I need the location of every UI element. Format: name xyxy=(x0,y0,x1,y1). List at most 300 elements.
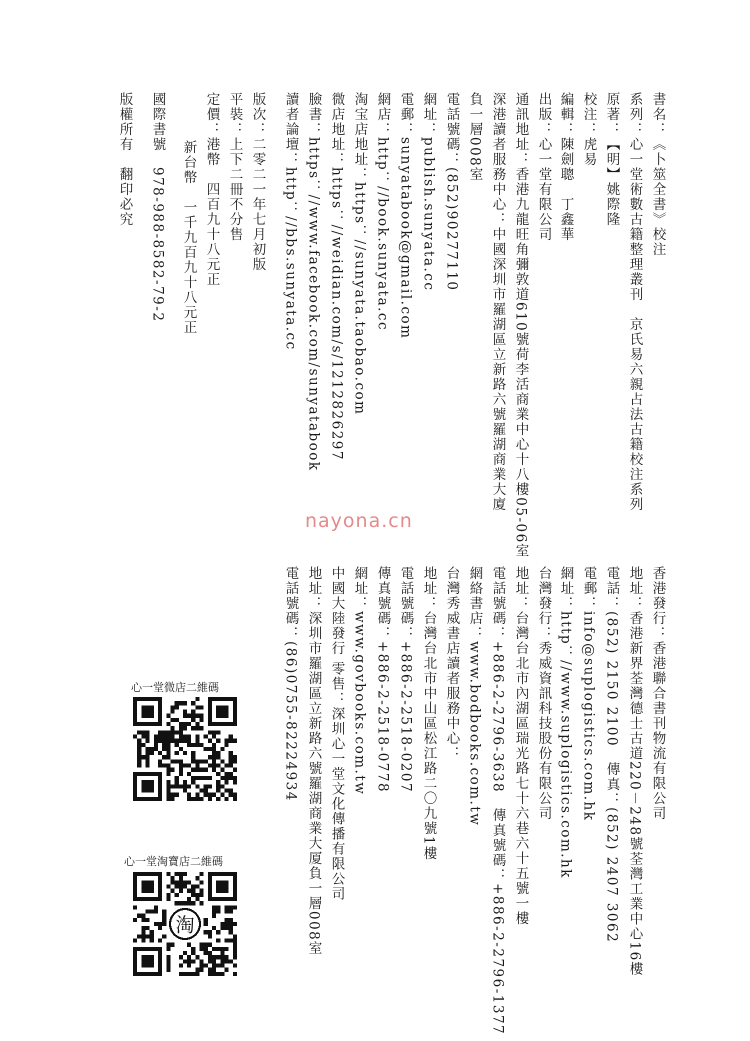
qr-module xyxy=(191,714,195,718)
qr-module xyxy=(183,709,187,713)
qr-module xyxy=(179,889,183,893)
qr-module xyxy=(179,734,183,738)
hk-phone: 電話：(852) 2150 2100 傳真：(852) 2407 3062 xyxy=(603,566,620,944)
qr-module xyxy=(195,759,199,763)
qr-module xyxy=(225,780,229,784)
qr-module xyxy=(229,734,233,738)
qr-module xyxy=(200,959,204,963)
qr-module xyxy=(212,768,216,772)
qr-module xyxy=(220,926,224,930)
qr-finder-pattern xyxy=(141,880,153,892)
qr-module xyxy=(233,905,237,909)
qr-module xyxy=(183,880,187,884)
qr-module xyxy=(175,880,179,884)
qr-module xyxy=(145,926,149,930)
qr-module xyxy=(208,784,212,788)
qr-module xyxy=(141,934,145,938)
qr-module xyxy=(233,955,237,959)
qr-module xyxy=(204,789,208,793)
qr-module xyxy=(170,705,174,709)
qr-module xyxy=(204,776,208,780)
facebook: 臉書：https：//www.facebook.com/sunyatabook xyxy=(305,92,322,472)
qr-module xyxy=(183,959,187,963)
qr-module xyxy=(183,784,187,788)
qr-finder-pattern xyxy=(216,880,228,892)
qr-module xyxy=(162,755,166,759)
qr-module xyxy=(216,780,220,784)
qr-module xyxy=(175,718,179,722)
qr-module xyxy=(158,730,162,734)
qr-module xyxy=(204,784,208,788)
qr-module xyxy=(187,793,191,797)
qr-module xyxy=(233,755,237,759)
qr-module xyxy=(229,776,233,780)
qr-module xyxy=(204,947,208,951)
qr-module xyxy=(158,922,162,926)
qr-module xyxy=(166,964,170,968)
qr-module xyxy=(229,789,233,793)
qr-module xyxy=(137,751,141,755)
hk-email: 電郵：info@suplogistics.com.hk xyxy=(580,566,597,822)
hk-website: 網址：http：//www.suplogistics.com.hk xyxy=(557,566,574,879)
qr-module xyxy=(166,764,170,768)
taobao-qr-code xyxy=(133,872,237,976)
tw-phone: 電話號碼：+886-2-2796-3638 傳真號碼：+886-2-2796-1377 xyxy=(489,566,506,1036)
qr-module xyxy=(212,764,216,768)
cn-phone: 電話號碼：(86)0755-82224934 xyxy=(282,566,299,802)
qr-module xyxy=(195,876,199,880)
watermark: nayona.cn xyxy=(305,510,413,532)
qr-module xyxy=(170,889,174,893)
qr-module xyxy=(216,739,220,743)
qr-module xyxy=(187,889,191,893)
qr-module xyxy=(175,793,179,797)
qr-module xyxy=(137,730,141,734)
qr-module xyxy=(141,939,145,943)
qr-module xyxy=(179,747,183,751)
qr-module xyxy=(162,764,166,768)
qr-module xyxy=(170,726,174,730)
qr-module xyxy=(233,739,237,743)
qr-module xyxy=(187,743,191,747)
editors: 編輯：陳劍聰 丁鑫華 xyxy=(557,92,574,242)
website: 網址：publish.sunyata.cc xyxy=(420,92,437,292)
qr-module xyxy=(225,922,229,926)
qr-module xyxy=(216,751,220,755)
qr-module xyxy=(191,901,195,905)
qr-module xyxy=(166,968,170,972)
qr-module xyxy=(183,780,187,784)
qr-module xyxy=(183,972,187,976)
qr-module xyxy=(187,739,191,743)
qr-module xyxy=(204,768,208,772)
qr-module xyxy=(158,926,162,930)
qr-module xyxy=(137,747,141,751)
qr-module xyxy=(225,764,229,768)
tw-address: 地址：台灣台北市內湖區瑞光路七十六巷六十五號一樓 xyxy=(512,566,529,926)
qr-module xyxy=(170,880,174,884)
qr-module xyxy=(216,939,220,943)
qr-module xyxy=(200,889,204,893)
qr-module xyxy=(191,951,195,955)
qr-module xyxy=(220,759,224,763)
tw-service-address: 地址：台灣台北市中山區松江路二〇九號1樓 xyxy=(420,566,437,862)
online-store: 網店：http：//book.sunyata.cc xyxy=(374,92,391,332)
qr-module xyxy=(225,926,229,930)
qr-module xyxy=(145,739,149,743)
qr-module xyxy=(216,772,220,776)
qr-module xyxy=(179,722,183,726)
qr-module xyxy=(187,959,191,963)
weidian-qr-caption: 心一堂微店二維碼 xyxy=(131,681,219,694)
qr-module xyxy=(200,726,204,730)
qr-module xyxy=(154,747,158,751)
qr-module xyxy=(200,968,204,972)
qr-module xyxy=(200,964,204,968)
qr-module xyxy=(195,797,199,801)
qr-module xyxy=(187,784,191,788)
qr-module xyxy=(195,722,199,726)
qr-module xyxy=(145,764,149,768)
qr-module xyxy=(212,793,216,797)
qr-module xyxy=(187,897,191,901)
qr-module xyxy=(179,872,183,876)
qr-module xyxy=(158,734,162,738)
qr-module xyxy=(158,751,162,755)
qr-module xyxy=(225,939,229,943)
qr-module xyxy=(225,739,229,743)
cn-distributor: 中國大陸發行 零售：深圳心一堂文化傳播有限公司 xyxy=(328,566,345,902)
qr-module xyxy=(233,934,237,938)
qr-module xyxy=(195,897,199,901)
qr-module xyxy=(179,901,183,905)
qr-module xyxy=(204,922,208,926)
qr-module xyxy=(183,789,187,793)
qr-module xyxy=(162,922,166,926)
qr-module xyxy=(233,922,237,926)
qr-module xyxy=(212,759,216,763)
qr-module xyxy=(170,730,174,734)
qr-module xyxy=(166,714,170,718)
qr-module xyxy=(154,739,158,743)
tw-service: 台灣秀威書店讀者服務中心： xyxy=(443,566,460,761)
qr-module xyxy=(183,739,187,743)
email: 電郵：sunyatabook@gmail.com xyxy=(397,92,414,340)
annotator: 校注：虎易 xyxy=(580,92,597,167)
qr-module xyxy=(179,884,183,888)
qr-module xyxy=(208,755,212,759)
qr-module xyxy=(233,951,237,955)
qr-module xyxy=(133,918,137,922)
qr-module xyxy=(145,909,149,913)
qr-module xyxy=(212,964,216,968)
qr-module xyxy=(216,797,220,801)
qr-module xyxy=(220,793,224,797)
qr-module xyxy=(191,893,195,897)
qr-module xyxy=(229,759,233,763)
qr-module xyxy=(162,914,166,918)
qr-module xyxy=(216,964,220,968)
qr-module xyxy=(220,964,224,968)
qr-module xyxy=(175,743,179,747)
qr-module xyxy=(187,714,191,718)
qr-module xyxy=(195,968,199,972)
publisher: 出版：心一堂有限公司 xyxy=(535,92,552,242)
qr-module xyxy=(179,772,183,776)
qr-module xyxy=(233,964,237,968)
qr-module xyxy=(154,905,158,909)
weidian-store: 微店地址：https：//weidian.com/s/1212826297 xyxy=(328,92,345,461)
qr-module xyxy=(166,959,170,963)
qr-module xyxy=(133,939,137,943)
qr-module xyxy=(200,943,204,947)
qr-module xyxy=(141,918,145,922)
qr-module xyxy=(183,722,187,726)
qr-module xyxy=(187,880,191,884)
qr-module xyxy=(137,759,141,763)
reader-forum: 讀者論壇：http：//bbs.sunyata.cc xyxy=(282,92,299,351)
qr-finder-pattern xyxy=(141,955,153,967)
qr-module xyxy=(204,759,208,763)
shenzhen-service: 深港讀者服務中心：中國深圳市羅湖區立新路六號羅湖商業大廈 xyxy=(489,92,506,512)
qr-module xyxy=(208,934,212,938)
qr-module xyxy=(216,764,220,768)
qr-module xyxy=(191,743,195,747)
qr-module xyxy=(170,876,174,880)
qr-module xyxy=(145,730,149,734)
qr-module xyxy=(225,955,229,959)
qr-module xyxy=(166,789,170,793)
qr-module xyxy=(183,764,187,768)
qr-module xyxy=(141,926,145,930)
qr-module xyxy=(191,701,195,705)
qr-module xyxy=(166,755,170,759)
qr-module xyxy=(200,901,204,905)
qr-module xyxy=(191,947,195,951)
qr-module xyxy=(195,739,199,743)
qr-module xyxy=(150,747,154,751)
qr-module xyxy=(200,714,204,718)
qr-module xyxy=(175,730,179,734)
qr-module xyxy=(170,709,174,713)
qr-module xyxy=(175,780,179,784)
qr-module xyxy=(179,730,183,734)
qr-module xyxy=(220,768,224,772)
qr-module xyxy=(158,939,162,943)
phone-number: 電話號碼：(852)90277110 xyxy=(443,92,460,292)
qr-module xyxy=(137,934,141,938)
qr-module xyxy=(166,739,170,743)
qr-module xyxy=(200,880,204,884)
qr-module xyxy=(137,743,141,747)
qr-module xyxy=(141,755,145,759)
qr-module xyxy=(166,734,170,738)
qr-module xyxy=(216,947,220,951)
qr-module xyxy=(150,751,154,755)
qr-module xyxy=(233,776,237,780)
qr-module xyxy=(179,880,183,884)
qr-module xyxy=(166,772,170,776)
qr-module xyxy=(233,947,237,951)
qr-module xyxy=(170,797,174,801)
qr-module xyxy=(229,926,233,930)
qr-module xyxy=(183,734,187,738)
qr-module xyxy=(154,922,158,926)
tw-service-fax: 傳真號碼：+886-2-2518-0778 xyxy=(374,566,391,794)
qr-module xyxy=(141,730,145,734)
qr-module xyxy=(204,930,208,934)
qr-module xyxy=(141,930,145,934)
qr-module xyxy=(191,776,195,780)
qr-module xyxy=(187,943,191,947)
qr-module xyxy=(166,884,170,888)
qr-module xyxy=(204,951,208,955)
weidian-qr-code xyxy=(133,697,237,801)
qr-module xyxy=(229,909,233,913)
qr-module xyxy=(191,797,195,801)
qr-module xyxy=(179,972,183,976)
qr-module xyxy=(216,730,220,734)
qr-module xyxy=(233,939,237,943)
qr-module xyxy=(200,776,204,780)
qr-module xyxy=(150,934,154,938)
qr-module xyxy=(204,964,208,968)
qr-module xyxy=(183,901,187,905)
qr-module xyxy=(212,755,216,759)
qr-module xyxy=(225,968,229,972)
qr-module xyxy=(187,764,191,768)
qr-module xyxy=(183,701,187,705)
qr-module xyxy=(166,722,170,726)
qr-module xyxy=(166,947,170,951)
qr-module xyxy=(225,918,229,922)
qr-module xyxy=(229,793,233,797)
qr-module xyxy=(133,734,137,738)
qr-module xyxy=(191,751,195,755)
qr-module xyxy=(175,884,179,888)
qr-module xyxy=(195,972,199,976)
qr-module xyxy=(179,739,183,743)
price-tw: 新台幣 一千九百九十八元正 xyxy=(180,140,197,335)
qr-module xyxy=(187,722,191,726)
qr-module xyxy=(179,764,183,768)
isbn: 國際書號 978-988-8582-79-2 xyxy=(149,92,166,323)
qr-module xyxy=(212,914,216,918)
qr-module xyxy=(154,734,158,738)
qr-module xyxy=(166,793,170,797)
qr-module xyxy=(141,743,145,747)
qr-module xyxy=(166,780,170,784)
qr-module xyxy=(162,934,166,938)
qr-module xyxy=(191,972,195,976)
qr-module xyxy=(220,776,224,780)
qr-module xyxy=(229,959,233,963)
qr-module xyxy=(133,905,137,909)
qr-module xyxy=(233,780,237,784)
qr-module xyxy=(166,730,170,734)
qr-module xyxy=(208,776,212,780)
mailing-address: 通訊地址：香港九龍旺角彌敦道610號荷李活商業中心十八樓05-06室 xyxy=(512,92,529,559)
qr-module xyxy=(233,768,237,772)
qr-module xyxy=(175,872,179,876)
qr-module xyxy=(212,743,216,747)
qr-module xyxy=(145,934,149,938)
qr-module xyxy=(162,918,166,922)
qr-module xyxy=(220,972,224,976)
qr-module xyxy=(179,726,183,730)
qr-module xyxy=(154,743,158,747)
qr-module xyxy=(220,747,224,751)
qr-module xyxy=(195,893,199,897)
cn-address: 地址：深圳市羅湖區立新路六號羅湖商業大厦負一層008室 xyxy=(305,566,322,957)
qr-module xyxy=(195,726,199,730)
qr-module xyxy=(216,972,220,976)
qr-module xyxy=(158,764,162,768)
qr-module xyxy=(216,909,220,913)
qr-module xyxy=(220,955,224,959)
qr-module xyxy=(166,797,170,801)
qr-module xyxy=(170,768,174,772)
qr-module xyxy=(208,764,212,768)
qr-module xyxy=(175,759,179,763)
qr-module xyxy=(212,926,216,930)
qr-module xyxy=(137,914,141,918)
qr-module xyxy=(208,972,212,976)
qr-module xyxy=(216,789,220,793)
qr-module xyxy=(229,751,233,755)
qr-module xyxy=(233,797,237,801)
qr-module xyxy=(162,909,166,913)
qr-module xyxy=(191,768,195,772)
qr-module xyxy=(225,959,229,963)
qr-module xyxy=(200,789,204,793)
qr-module xyxy=(191,759,195,763)
qr-module xyxy=(137,755,141,759)
original-author: 原著：【明】姚際隆 xyxy=(603,92,620,227)
qr-module xyxy=(175,901,179,905)
qr-module xyxy=(225,772,229,776)
qr-module xyxy=(225,905,229,909)
qr-module xyxy=(179,955,183,959)
qr-module xyxy=(225,776,229,780)
qr-module xyxy=(145,751,149,755)
qr-module xyxy=(162,739,166,743)
qr-module xyxy=(220,947,224,951)
qr-module xyxy=(233,972,237,976)
qr-module xyxy=(208,793,212,797)
qr-module xyxy=(229,772,233,776)
qr-module xyxy=(216,905,220,909)
qr-module xyxy=(191,726,195,730)
qr-module xyxy=(229,764,233,768)
price-hk: 定價：港幣 四百九十八元正 xyxy=(203,92,220,287)
qr-module xyxy=(158,739,162,743)
qr-module xyxy=(200,718,204,722)
qr-module xyxy=(200,768,204,772)
qr-module xyxy=(212,730,216,734)
qr-finder-pattern xyxy=(141,705,153,717)
qr-module xyxy=(233,759,237,763)
qr-module xyxy=(183,714,187,718)
tw-service-website: 網址：www.govbooks.com.tw xyxy=(351,566,368,796)
qr-module xyxy=(208,730,212,734)
qr-module xyxy=(162,747,166,751)
qr-module xyxy=(208,959,212,963)
qr-module xyxy=(208,747,212,751)
qr-module xyxy=(175,751,179,755)
edition: 版次：二零二一年七月初版 xyxy=(249,92,266,272)
qr-module xyxy=(216,955,220,959)
